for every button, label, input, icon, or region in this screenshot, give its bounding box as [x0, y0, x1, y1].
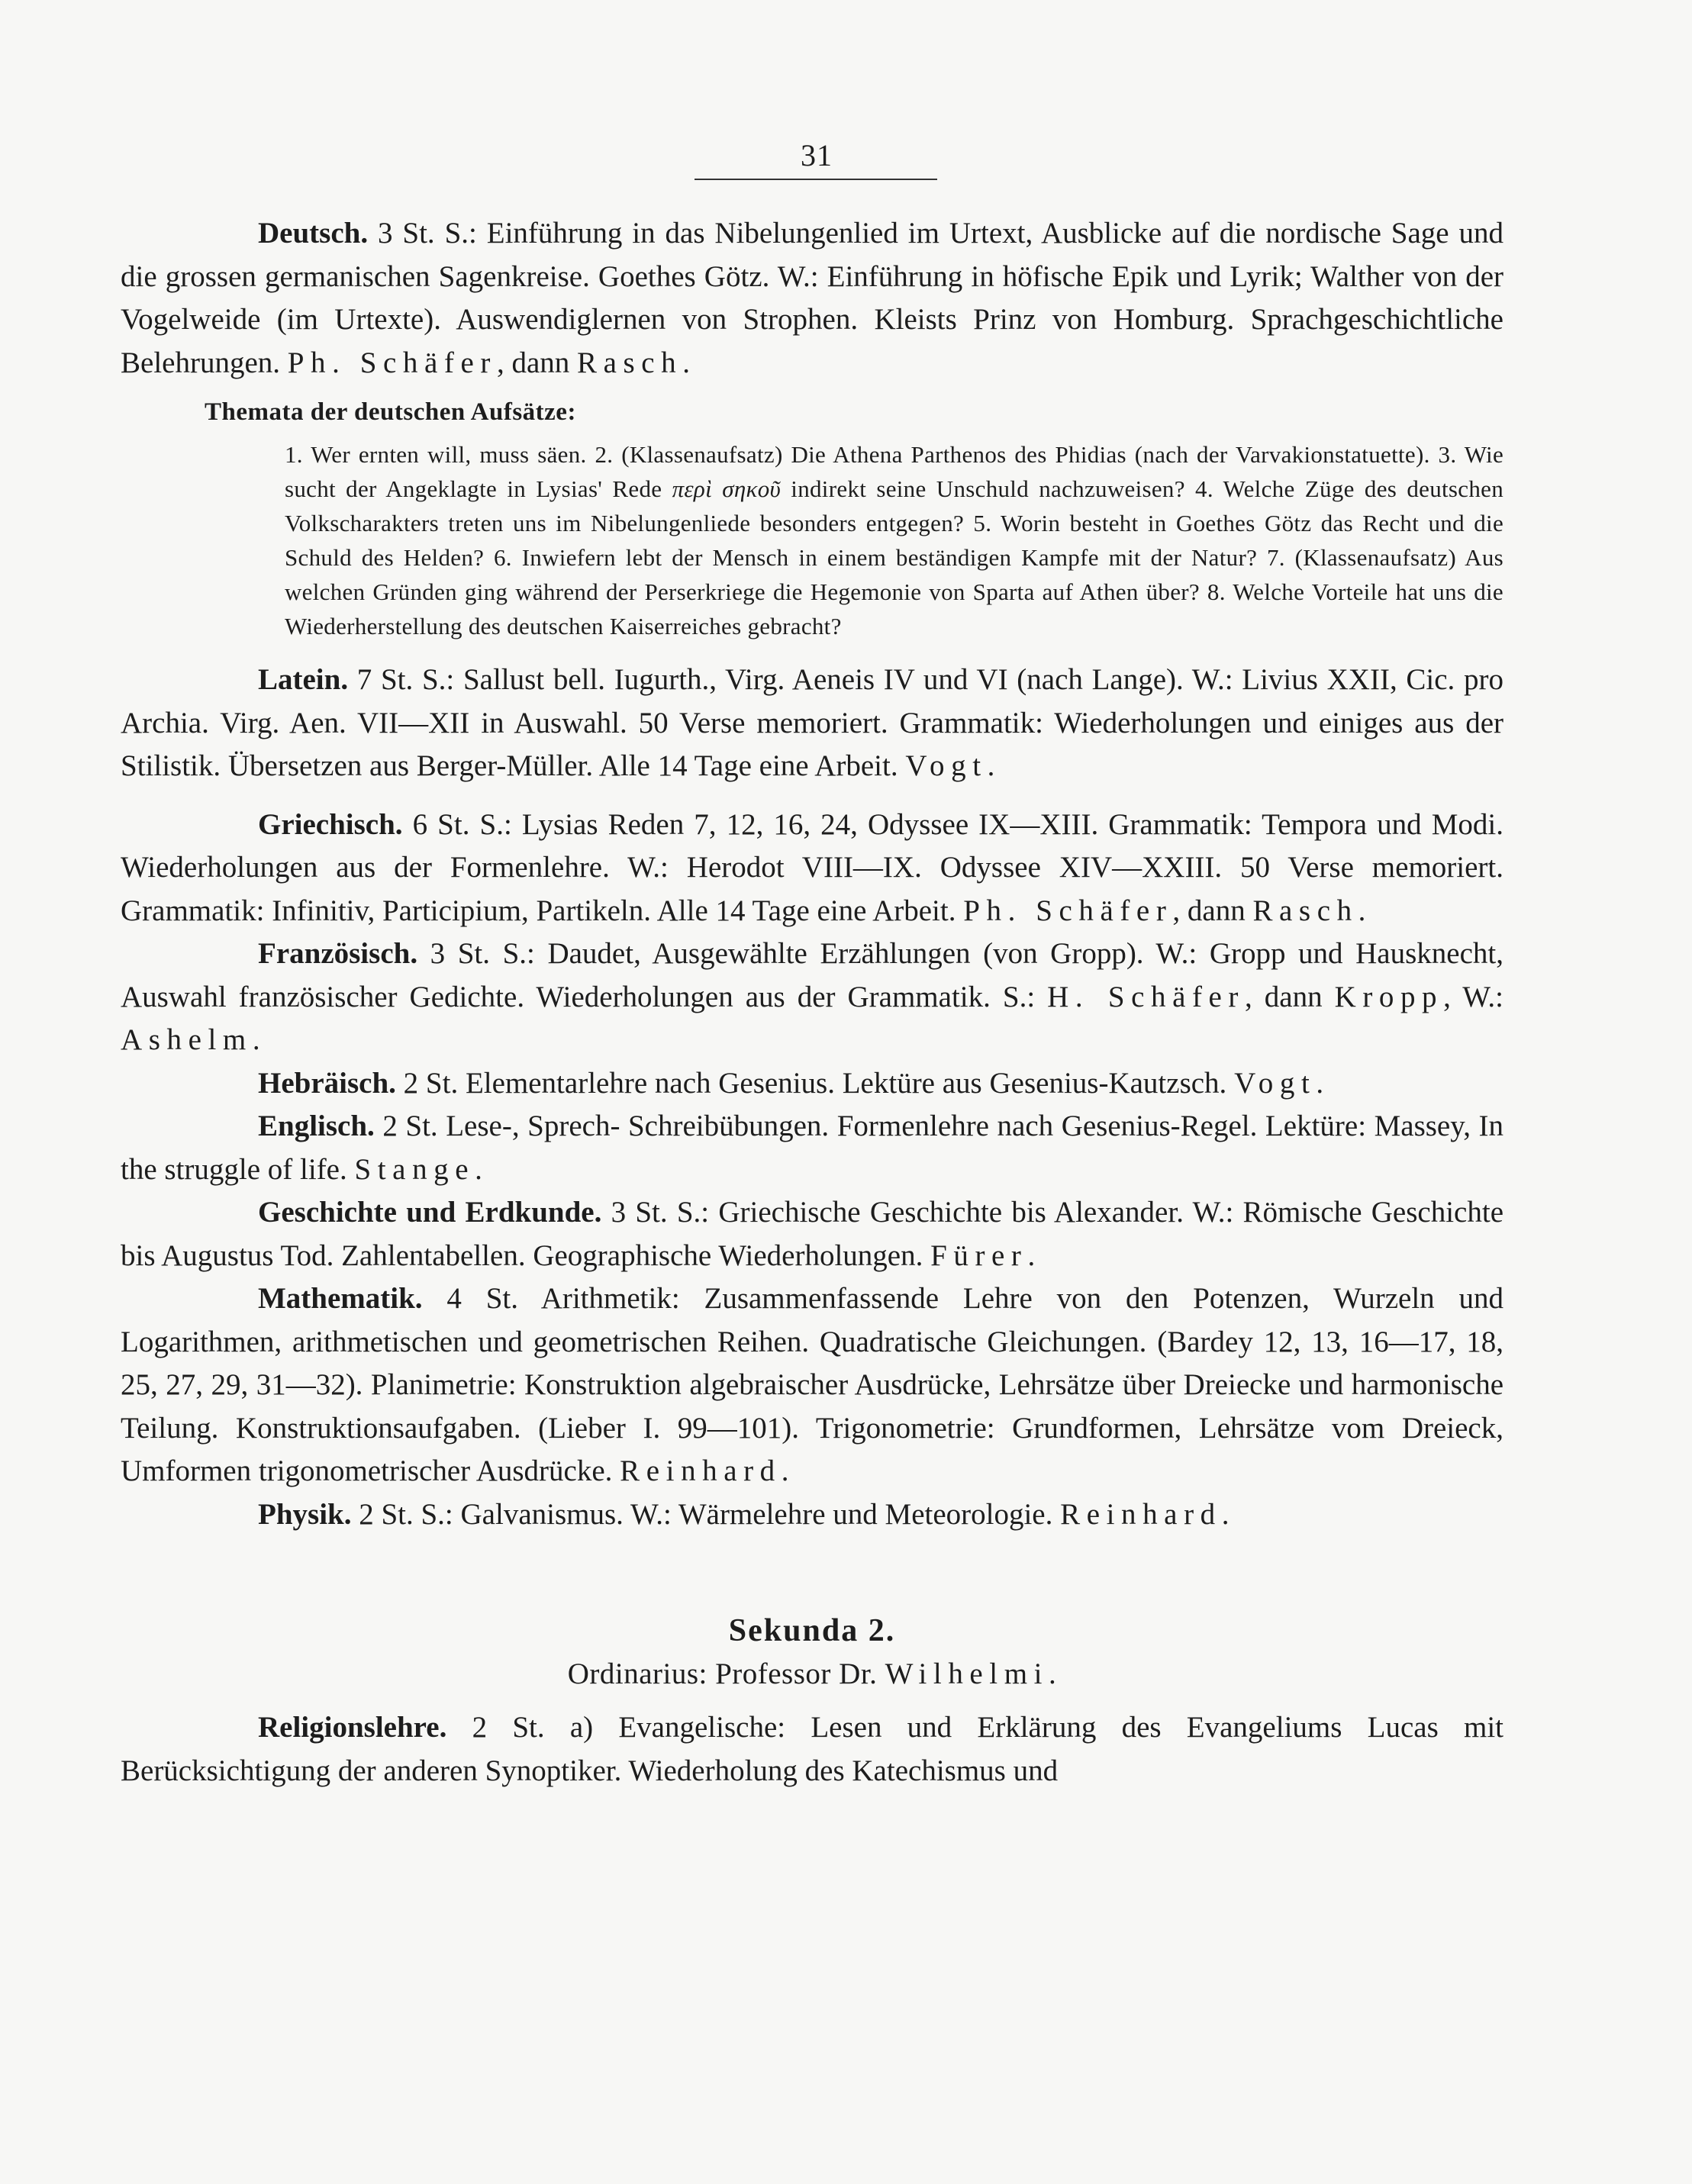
subject-heading: Latein.: [258, 663, 349, 696]
section-title-sekunda: Sekunda 2.: [728, 1613, 896, 1648]
themata-text: 1. Wer ernten will, muss säen. 2. (Klassenaufsatz) Die Athena Parthenos des Phidias (nach der Varvakionstatuette). 3. Wie sucht der Angeklagte in Lysias' Rede: [285, 441, 1503, 502]
end-punct: .: [781, 1454, 789, 1487]
subject-text: 3 St. S.: Griechische Geschichte bis Alexander. W.: Römische Geschichte bis Augustus Tod. Zahlentabellen. Geographische Wiederholungen.: [121, 1196, 1504, 1272]
teacher-name: Vogt: [1234, 1066, 1317, 1100]
end-punct: .: [1358, 894, 1366, 927]
end-punct: .: [1316, 1066, 1324, 1100]
teacher-name: Kropp: [1334, 980, 1444, 1013]
subject-physik: [121, 1493, 1503, 1537]
end-punct: .: [682, 346, 690, 379]
subject-text: 3 St. S.: Einführung in das Nibelungenlied im Urtext, Ausblicke auf die nordische Sage und die grossen germanischen Sagenkreise. Goethes Götz. W.: Einführung in höfische Epik und Lyrik; Walther von der Vogelweide (im Urtexte). Auswendiglernen von Strophen. Kleists Prinz von Homburg. Sprachgeschichtliche Belehrungen.: [121, 217, 1503, 379]
subject-heading: Englisch.: [258, 1110, 375, 1142]
subject-text: 2 St. Elementarlehre nach Gesenius. Lektüre aus Gesenius-Kautzsch.: [395, 1066, 1235, 1100]
subject-heading: Griechisch.: [258, 807, 403, 841]
page-content: [121, 212, 1503, 1793]
subject-heading: Physik.: [258, 1497, 352, 1531]
teacher-name: Reinhard: [620, 1454, 782, 1487]
subject-text: 6 St. S.: Lysias Reden 7, 12, 16, 24, Odyssee IX—XIII. Grammatik: Tempora und Modi. Wiederholungen aus der Formenlehre. W.: Herodot VIII—IX. Odyssee XIV—XXIII. 50 Verse memoriert. Grammatik: Infinitiv, Participium, Partikeln. Alle 14 Tage eine Arbeit.: [121, 807, 1503, 927]
subject-text: 2 St. a) Evangelische: Lesen und Erklärung des Evangeliums Lucas mit Berücksichtigung der anderen Synoptiker. Wiederholung des Katechismus und: [121, 1711, 1503, 1787]
subject-deutsch: [121, 212, 1503, 385]
subject-hebraeisch: [121, 1062, 1503, 1106]
connector: , dann: [496, 346, 577, 379]
end-punct: .: [1049, 1657, 1057, 1690]
page-number-rule: [695, 179, 937, 180]
ordinarius-label: Ordinarius: Professor Dr.: [567, 1657, 885, 1690]
connector: , W.:: [1443, 980, 1504, 1013]
themata-heading: Themata der deutschen Aufsätze:: [205, 398, 576, 426]
subject-text: 2 St. S.: Galvanismus. W.: Wärmelehre und Meteorologie.: [351, 1497, 1061, 1531]
teacher-name: Reinhard: [1060, 1497, 1222, 1531]
greek-title: περὶ σηκοῦ: [672, 475, 782, 502]
subject-latein: [121, 659, 1503, 788]
end-punct: .: [987, 749, 995, 782]
subject-text: 2 St. Lese-, Sprech- Schreibübungen. Formenlehre nach Gesenius-Regel. Lektüre: Massey, In the struggle of life.: [121, 1110, 1503, 1186]
subject-text: 7 St. S.: Sallust bell. Iugurth., Virg. Aeneis IV und VI (nach Lange). W.: Livius XXII, Cic. pro Archia. Virg. Aen. VII—XII in Auswahl. 50 Verse memoriert. Grammatik: Wiederholungen und einiges aus der Stilistik. Übersetzen aus Berger-Müller. Alle 14 Tage eine Arbeit.: [121, 663, 1503, 782]
subject-franzoesisch: [121, 933, 1503, 1062]
teacher-name: Fürer: [930, 1239, 1028, 1272]
teacher-name: Rasch: [1252, 894, 1358, 927]
subject-text: 4 St. Arithmetik: Zusammenfassende Lehre von den Potenzen, Wurzeln und Logarithmen, arithmetischen und geometrischen Reihen. Quadratische Gleichungen. (Bardey 12, 13, 16—17, 18, 25, 27, 29, 31—32). Planimetrie: Konstruktion algebraischer Ausdrücke, Lehrsätze über Dreiecke und harmonische Teilung. Konstruktionsaufgaben. (Lieber I. 99—101). Trigonometrie: Grundformen, Lehrsätze vom Dreieck, Umformen trigonometrischer Ausdrücke.: [121, 1282, 1503, 1487]
teacher-name: H. Schäfer: [1047, 980, 1245, 1013]
subject-text: 3 St. S.: Daudet, Ausgewählte Erzählungen (von Gropp). W.: Gropp und Hausknecht, Auswahl französischer Gedichte. Wiederholungen aus der Grammatik. S.:: [121, 937, 1503, 1013]
subject-griechisch: [121, 804, 1503, 933]
end-punct: .: [252, 1023, 260, 1056]
teacher-name: Stange: [354, 1152, 475, 1186]
teacher-name: Wilhelmi: [885, 1657, 1049, 1690]
subject-mathematik: [121, 1277, 1503, 1493]
teacher-name: Ashelm: [121, 1023, 253, 1056]
themata-text: indirekt seine Unschuld nachzuweisen? 4. Welche Züge des deutschen Volkscharakters treten uns im Nibelungenliede besonders entgegen? 5. Worin besteht in Goethes Götz das Recht und die Schuld des Helden? 6. Inwiefern lebt der Mensch in einem beständigen Kampfe mit der Natur? 7. (Klassenaufsatz) Aus welchen Gründen ging während der Perserkriege die Hegemonie von Sparta auf Athen über? 8. Welche Vorteile hat uns die Wiederherstellung des deutschen Kaiserreiches gebracht?: [285, 475, 1504, 639]
subject-heading: Religionslehre.: [258, 1711, 447, 1744]
subject-geschichte: [121, 1191, 1503, 1277]
themata-list: [121, 437, 1503, 643]
end-punct: .: [1221, 1497, 1230, 1531]
subject-heading: Geschichte und Erdkunde.: [258, 1196, 602, 1229]
subject-heading: Mathematik.: [258, 1282, 423, 1315]
connector: , dann: [1172, 894, 1253, 927]
subject-heading: Deutsch.: [258, 217, 369, 250]
subject-religion: [121, 1706, 1503, 1793]
teacher-name: Ph. Schäfer: [287, 346, 497, 379]
subject-heading: Französisch.: [258, 937, 418, 970]
end-punct: .: [1027, 1239, 1036, 1272]
subject-heading: Hebräisch.: [258, 1066, 396, 1100]
end-punct: .: [475, 1152, 482, 1186]
teacher-name: Ph. Schäfer: [963, 894, 1173, 927]
ordinarius-line: [121, 1657, 1503, 1691]
page-number: 31: [801, 138, 833, 172]
subject-englisch: [121, 1105, 1503, 1191]
connector: , dann: [1245, 980, 1335, 1013]
teacher-name: Vogt: [905, 749, 988, 782]
teacher-name: Rasch: [577, 346, 683, 379]
